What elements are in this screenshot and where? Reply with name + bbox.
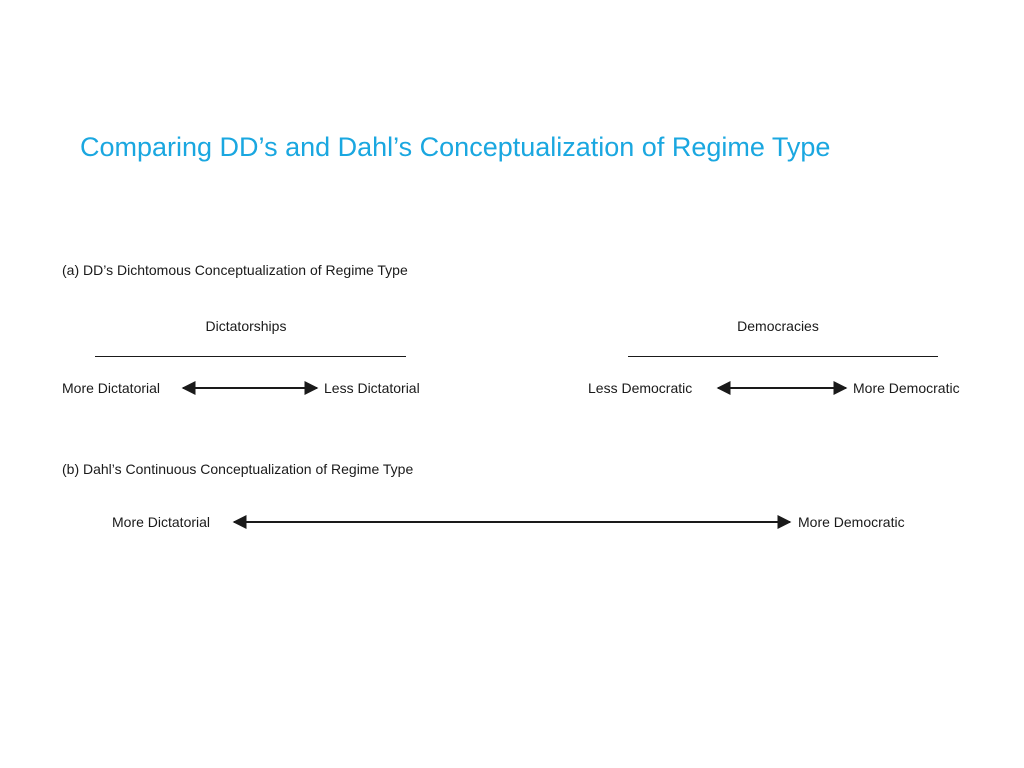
democracies-right-end-label: More Democratic xyxy=(853,380,960,396)
democracies-label: Democracies xyxy=(737,318,819,334)
continuum-left-end-label: More Dictatorial xyxy=(112,514,211,530)
dictatorships-label: Dictatorships xyxy=(205,318,287,334)
dictatorships-right-end-label: Less Dictatorial xyxy=(324,380,420,396)
democracies-left-end-label: Less Democratic xyxy=(588,380,693,396)
panel-a-heading: (a) DD’s Dichtomous Conceptualization of Regime Type xyxy=(62,262,408,278)
panel-b-heading: (b) Dahl’s Continuous Conceptualization of Regime Type xyxy=(62,461,414,477)
slide-title: Comparing DD’s and Dahl’s Conceptualization of Regime Type xyxy=(80,132,831,162)
dictatorships-left-end-label: More Dictatorial xyxy=(62,380,161,396)
continuum-right-end-label: More Democratic xyxy=(798,514,905,530)
